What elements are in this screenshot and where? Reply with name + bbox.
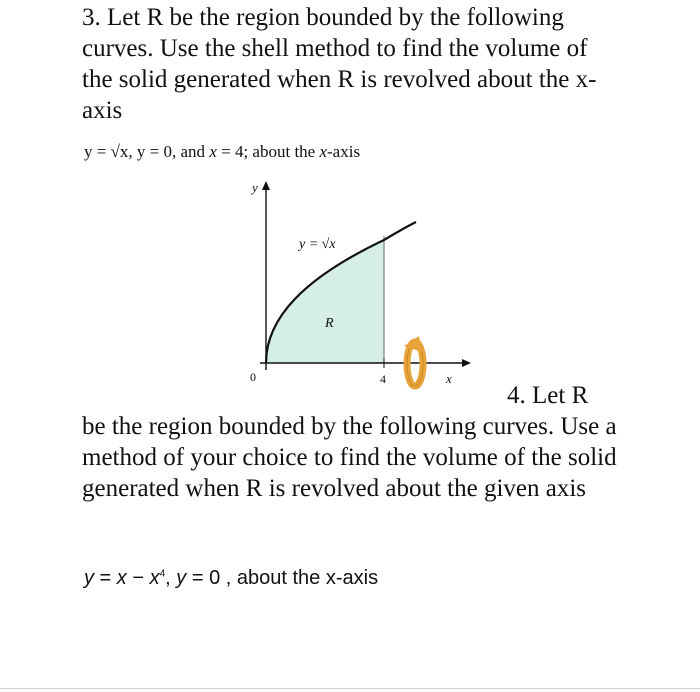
region-figure xyxy=(84,170,534,402)
region-r-fill xyxy=(266,240,384,363)
problem-4-label: 4. Let R xyxy=(507,382,589,409)
eq-part-1: y = √x, y = 0, and xyxy=(84,142,210,161)
eq4-power: 4 xyxy=(159,568,166,580)
problem-3-text: 3. Let R be the region bounded by the following curves. Use the shell method to find the volume of the solid generated when R is revolved about the x-axis xyxy=(82,4,597,124)
y-axis-arrowhead xyxy=(262,181,270,190)
x-axis-arrowhead xyxy=(462,359,471,367)
x-tick-label-4: 4 xyxy=(380,372,386,386)
x-axis-label: x xyxy=(446,371,452,386)
region-figure-svg xyxy=(84,170,534,402)
bottom-divider xyxy=(0,688,700,689)
revolution-arrow-icon xyxy=(404,336,423,386)
curve-label: y = √x xyxy=(299,237,336,252)
eq-axis-var: x xyxy=(319,142,328,161)
eq4-y: y xyxy=(84,567,94,589)
eq4-eq2: = 0 xyxy=(186,567,221,589)
eq4-eq1: = xyxy=(94,567,117,589)
problem-3-equation xyxy=(84,142,360,162)
problem-4-equation xyxy=(84,567,378,590)
problem-4-text: be the region bounded by the following curves. Use a method of your choice to find the volume of the solid generated when R is revolved about the given axis xyxy=(82,413,617,502)
eq4-y2: y xyxy=(176,567,187,589)
origin-label: 0 xyxy=(250,370,256,384)
eq4-minus: − xyxy=(126,567,150,589)
eq4-x1: x xyxy=(116,567,127,589)
eq-part-3: -axis xyxy=(327,142,361,161)
eq4-x2: x xyxy=(149,567,160,589)
region-label: R xyxy=(325,316,334,331)
y-axis-label: y xyxy=(252,180,258,195)
eq4-comma: , xyxy=(165,567,177,589)
eq-part-2: = 4; about the xyxy=(216,142,320,161)
eq-x-var: x xyxy=(209,142,217,161)
eq4-about: , about the x-axis xyxy=(220,567,379,589)
